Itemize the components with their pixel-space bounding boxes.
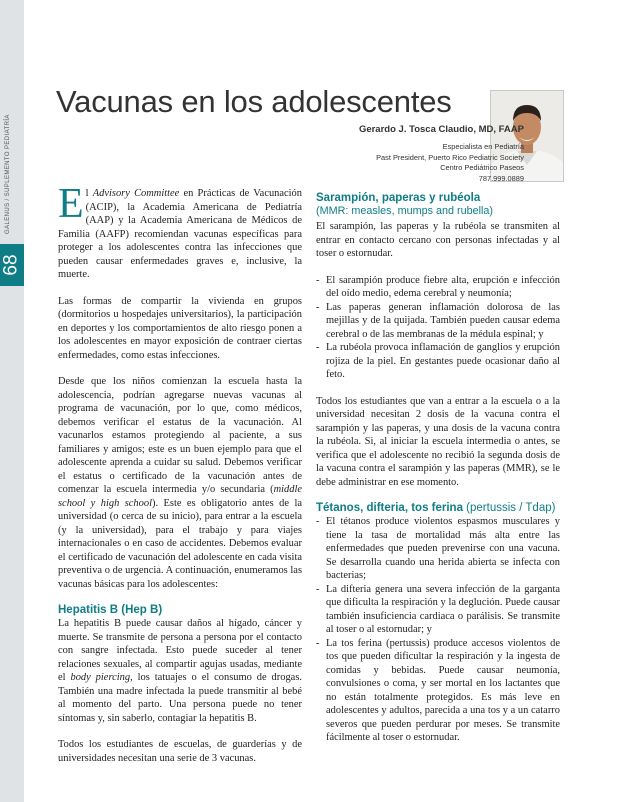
article-title: Vacunas en los adolescentes [56, 84, 452, 119]
body-paragraph: Todos los estudiantes de escuelas, de guarderías y de universidades necesitan una serie de 3 vacunas. [58, 739, 302, 764]
author-block [359, 124, 524, 184]
hepatitis-heading: Hepatitis B (Hep B) [58, 604, 163, 616]
page-number-box [0, 244, 24, 286]
body-paragraph: Desde que los niños comienzan la escuela hasta la adolescencia, podrían agregarse nuevas vacunas al programa de vacunación, por lo que, como médicos, debemos verificar el estatus de la vacunación. Al vacunarlos estamos protegiendo al paciente, a sus familiares y amigos; este es un buen ejemplo para que el adolescente aprenda a cuidar su salud. Debemos verificar el estatus o certificado de la vacunación antes de comenzar la escuela intermedia y/o secundaria (middle school y high school). Este es obligatorio antes de la universidad (o cerca de su inicio), para entrar a la escuela (y la universidad), para el trabajo y para viajes internacionales o en caso de accidentes. Debemos evaluar el certificado de vacunación del adolescente en cada visita preventiva o de urgencia. A continuación, enumeramos las vacunas básicas para los adolescentes: [58, 376, 302, 590]
list-item: - El tétanos produce violentos espasmos musculares y tiene la tasa de mortalidad más alta entre las enfermedades que pueden prevenirse con una vacuna. Se desarrolla cuando una herida abierta se infecta con bacterias; [316, 515, 560, 583]
author-name: Gerardo J. Tosca Claudio, MD, FAAP [358, 124, 524, 135]
list-item: - La difteria genera una severa infección de la garganta que dificulta la respiración y la deglución. Puede causar también insuficiencia cardiaca o parálisis. Se transmite al toser o al estornudar; y [316, 583, 560, 637]
body-paragraph: Todos los estudiantes que van a entrar a la escuela o a la universidad necesitan 2 dosis de la vacuna contra el sarampión y las paperas, y una dosis de la vacuna contra la rubéola. Si, al iniciar la escuela intermedia o antes, se verifica que el adolescente no recibió la segunda dosis de la vacuna contra el sarampión y las paperas (MMR), se le debe administrar en ese momento. [316, 395, 560, 488]
drop-cap: E [58, 181, 84, 227]
list-item: - Las paperas generan inflamación dolorosa de las mejillas y de la quijada. También pueden causar edema cerebral o de las membranas de la médula espinal; y [316, 301, 560, 342]
author-credential: Past President, Puerto Rico Pediatric Society [376, 152, 524, 162]
right-column [316, 192, 560, 758]
mmr-subheading: (MMR: measles, mumps and rubella) [316, 205, 493, 217]
author-credential: Especialista en Pediatría [442, 142, 524, 151]
body-paragraph: La hepatitis B puede causar daños al hígado, cáncer y muerte. Se transmite de persona a persona por el contacto con sangre infectada. Esto puede suceder al tener relaciones sexuales, al compartir agujas usadas, mediante el body piercing, los tatuajes o el consumo de drogas. También una madre infectada la puede transmitir al bebé al momento del parto. Una persona puede no tener síntomas y, sin saberlo, contagiar la hepatitis B. [58, 618, 302, 724]
body-paragraph: El sarampión, las paperas y la rubéola se transmiten al entrar en contacto cercano con personas infectadas y al toser o estornudar. [316, 221, 560, 259]
page-sidebar [0, 0, 24, 802]
body-paragraph: Las formas de compartir la vivienda en grupos (dormitorios u hospedajes universitarios), la participación en deportes y los comportamientos de alto riesgo ponen a los adolescentes en mayor exposición de contraer ciertas enfermedades, como estas infecciones. [58, 295, 302, 361]
section-label: GALENUS / SUPLEMENTO PEDIATRÍA [5, 114, 11, 234]
page-number-tab [0, 244, 24, 286]
author-credential: Centro Pediátrico Paseos [440, 163, 524, 173]
author-phone: 787.999.0889 [478, 173, 524, 183]
tdap-subheading: (pertussis / Tdap) [462, 502, 556, 514]
list-item: - La rubéola provoca inflamación de ganglios y erupción rojiza de la piel. En gestantes puede ocasionar daño al feto. [316, 341, 560, 382]
tdap-heading: Tétanos, difteria, tos ferina (pertussis / Tdap) [316, 502, 556, 514]
left-column [58, 181, 302, 778]
mmr-list [316, 274, 560, 382]
list-item: - El sarampión produce fiebre alta, erupción e infección del oído medio, edema cerebral y neumonía; [316, 274, 560, 301]
intro-paragraph: El Advisory Committee en Prácticas de Vacunación (ACIP), la Academia Americana de Pediatría (AAP) y la Academia Americana de Médicos de Familia (AAFP) recomiendan vacunas específicas para proteger a los adolescentes contra las infecciones que pueden causar enfermedades graves e, inclusive, la muerte. [58, 181, 302, 280]
tdap-list [316, 515, 560, 745]
mmr-heading: Sarampión, paperas y rubéola [316, 192, 481, 204]
committee-name: Advisory Committee [92, 188, 180, 199]
list-item: - La tos ferina (pertussis) produce accesos violentos de tos que pueden dificultar la respiración y la ingesta de comidas y bebidas. Puede causar neumonía, convulsiones o coma, y ser mortal en los lactantes que no están totalmente protegidos. Es más leve en adolescentes y adultos, parecida a una tos y a un catarro severos que pueden perdurar por meses. Se transmite fácilmente al toser o estornudar. [316, 637, 560, 745]
page-number: 68 [0, 254, 22, 276]
